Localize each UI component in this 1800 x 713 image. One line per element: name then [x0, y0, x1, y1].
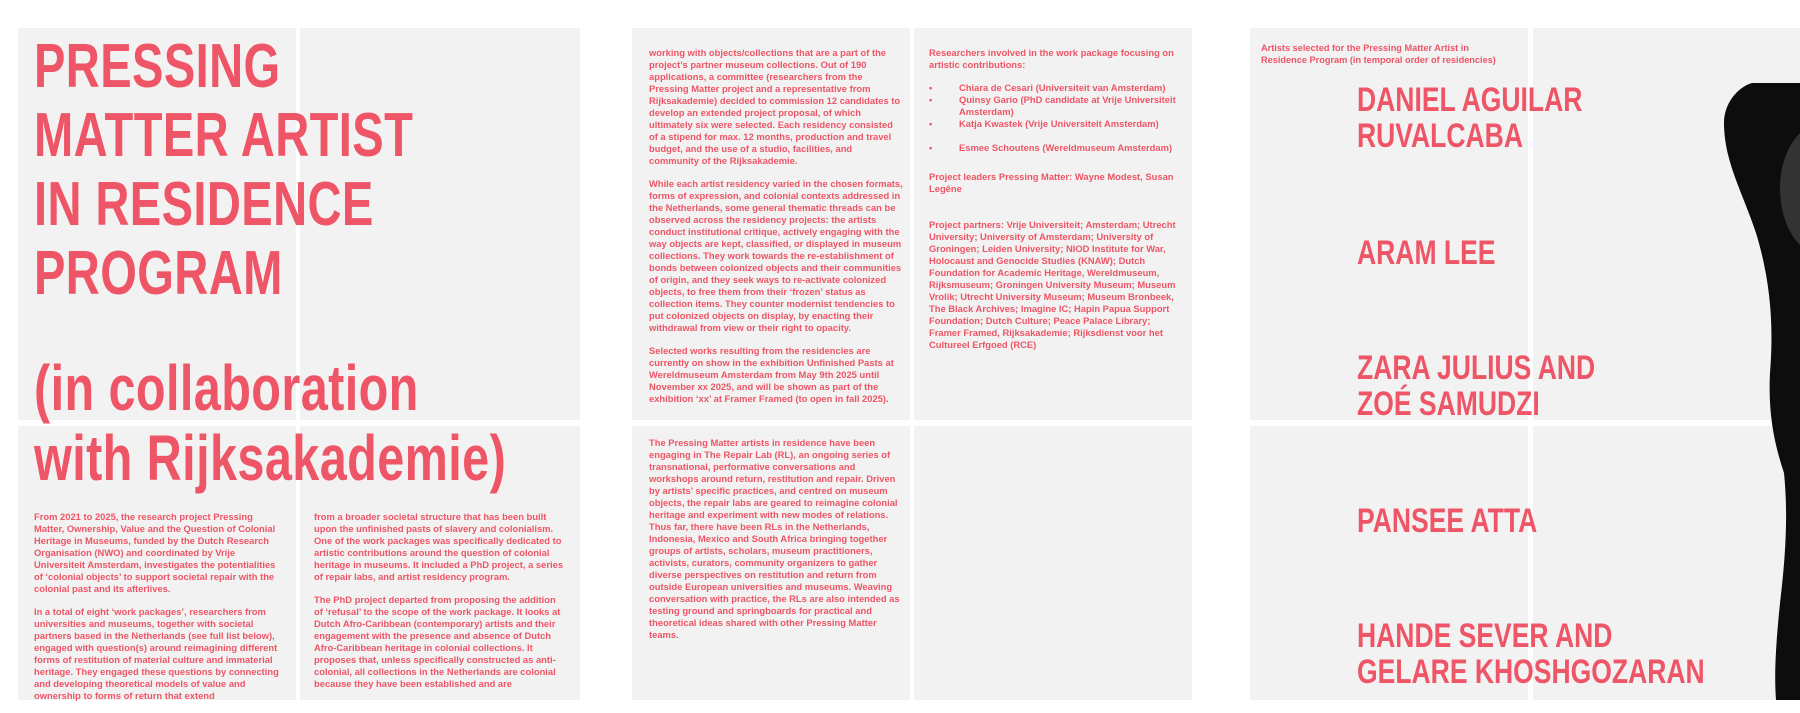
artist-name-line: GELARE KHOSHGOZARAN — [1357, 653, 1705, 691]
artist-name — [1357, 618, 1705, 690]
list-item: • Esmee Schoutens (Wereldmuseum Amsterdam) — [929, 142, 1183, 154]
title-line: PROGRAM — [34, 239, 283, 308]
title-line: PRESSING — [34, 32, 281, 101]
paragraph: Selected works resulting from the residencies are currently on show in the exhibition Unfinished Pasts at Wereldmuseum Amsterdam from May 9th 2025 until November xx 2025, and will be shown as part of the exhibition ‘xx’ at Framer Framed (to open in fall 2025). — [649, 345, 894, 404]
paragraph: In a total of eight ‘work packages’, researchers from universities and museums, together with societal partners based in the Netherlands (see full list below), engaged with question(s) around reimagining different forms of restitution of material culture and immaterial heritage. They engaged these questions by connecting and developing theoretical models of value and ownership to forms of return that extend — [34, 606, 279, 701]
artist-name-line: ARAM LEE — [1357, 234, 1496, 272]
title-line: IN RESIDENCE — [34, 170, 374, 239]
artist-name-line: PANSEE ATTA — [1357, 502, 1538, 540]
artist-name-line: DANIEL AGUILAR — [1357, 81, 1583, 119]
list-item: • Katja Kwastek (Vrije Universiteit Amsterdam) — [929, 118, 1183, 130]
paragraph: from a broader societal structure that has been built upon the unfinished pasts of slavery and colonialism. One of the work packages was specifically dedicated to artistic contributions around the question of colonial heritage in museums. It included a PhD project, a series of repair labs, and artist residency program. — [314, 511, 564, 582]
subtitle-line: (in collaboration — [34, 352, 419, 424]
paragraph: From 2021 to 2025, the research project Pressing Matter, Ownership, Value and the Question of Colonial Heritage in Museums, funded by the Dutch Research Organisation (NWO) and coordinated by Vrije Universiteit Amsterdam, investigates the potentialities of ‘colonial objects’ to support societal repair with the colonial past and its afterlives. — [34, 511, 276, 594]
paragraph: The PhD project departed from proposing the addition of ‘refusal’ to the scope of the work package. It looks at Dutch Afro-Caribbean (contemporary) artists and their engagement with the presence and absence of Dutch Afro-Caribbean heritage in colonial collections. It proposes that, unless specifically constructed as anti-colonial, all collections in the Netherlands are colonial because they have been established and are — [314, 594, 561, 689]
subtitle-line: with Rijksakademie) — [34, 422, 507, 494]
paragraph: The Pressing Matter artists in residence have been engaging in The Repair Lab (RL), an ongoing series of transnational, performative conversations and workshops around return, restitution and repair. Driven by artists’ specific practices, and centred on museum objects, the repair labs are geared to reimagine colonial heritage and experiment with new modes of relations. Thus far, there have been RLs in the Netherlands, Indonesia, Mexico and South Africa bringing together groups of artists, scholars, museum practitioners, activists, curators, community organizers to gather diverse perspectives on restitution and return from outside European universities and museums. Weaving conversation with practice, the RLs are also intended as testing ground and springboards for practical and theoretical ideas shared with other Pressing Matter teams. — [649, 437, 900, 640]
credits-column — [929, 47, 1183, 362]
paragraph: working with objects/collections that are a part of the project’s partner museum collections. Out of 190 applications, a committee (researchers from the Pressing Matter project and a representative from Rijksakademie) decided to commission 12 candidates to develop an extended project proposal, of which ultimately six were selected. Each residency consisted of a stipend for max. 12 months, production and travel budget, and the use of a studio, facilities, and community of the Rijksakademie. — [649, 47, 901, 166]
repair-lab-text — [649, 437, 903, 652]
artist-name-line: ZARA JULIUS AND — [1357, 349, 1596, 387]
intro-column-2 — [314, 511, 566, 701]
artist-name-line: HANDE SEVER AND — [1357, 617, 1613, 655]
list-item: • Chiara de Cesari (Universiteit van Amsterdam) — [929, 82, 1183, 94]
project-partners: Project partners: Vrije Universiteit; Amsterdam; Utrecht University; University of Amsterdam; University of Groningen; Leiden University; NIOD Institute for War, Holocaust and Genocide Studies (KNAW); Dutch Foundation for Academic Heritage, Wereldmuseum, Rijksmuseum; Groningen University Museum; Museum Vrolik; Utrecht University Museum; Museum Bronbeek, The Black Archives; Imagine IC; Hapin Papua Support Foundation; Dutch Culture; Peace Palace Library; Framer Framed, Rijksakademie; Rijksdienst voor het Cultureel Erfgoed (RCE) — [929, 219, 1176, 350]
silhouette-illustration — [1722, 83, 1800, 700]
researchers-heading: Researchers involved in the work package focusing on artistic contributions: — [929, 47, 1174, 70]
paragraph: While each artist residency varied in the chosen formats, forms of expression, and colonial contexts addressed in the Netherlands, some general thematic threads can be observed across the residency projects: the artists conduct institutional critique, actively engaging with the way objects are kept, classified, or displayed in museum collections. They work towards the re-establishment of bonds between colonized objects and their communities of origin, and they seek ways to re-activate colonized objects, to free them from their ‘frozen’ status as collection items. They counter modernist tendencies to put colonized objects on display, by enacting their withdrawal from view or their right to opacity. — [649, 178, 903, 333]
artist-name — [1357, 350, 1595, 422]
intro-column-1 — [34, 511, 284, 713]
subtitle — [34, 353, 506, 493]
project-leaders: Project leaders Pressing Matter: Wayne Modest, Susan Legêne — [929, 171, 1174, 194]
main-title — [34, 32, 413, 308]
researchers-list — [929, 82, 1183, 154]
artist-name — [1357, 235, 1495, 271]
title-line: MATTER ARTIST — [34, 101, 414, 170]
artist-name-line: RUVALCABA — [1357, 117, 1523, 155]
list-item: • Quinsy Gario (PhD candidate at Vrije Universiteit Amsterdam) — [929, 94, 1183, 118]
artists-caption: Artists selected for the Pressing Matter Artist in Residence Program (in temporal order of residencies) — [1261, 43, 1496, 65]
artist-name — [1357, 503, 1537, 539]
artist-name — [1357, 82, 1582, 154]
program-text-top — [649, 47, 903, 416]
artist-name-line: ZOÉ SAMUDZI — [1357, 385, 1540, 423]
page-panel — [914, 426, 1192, 700]
